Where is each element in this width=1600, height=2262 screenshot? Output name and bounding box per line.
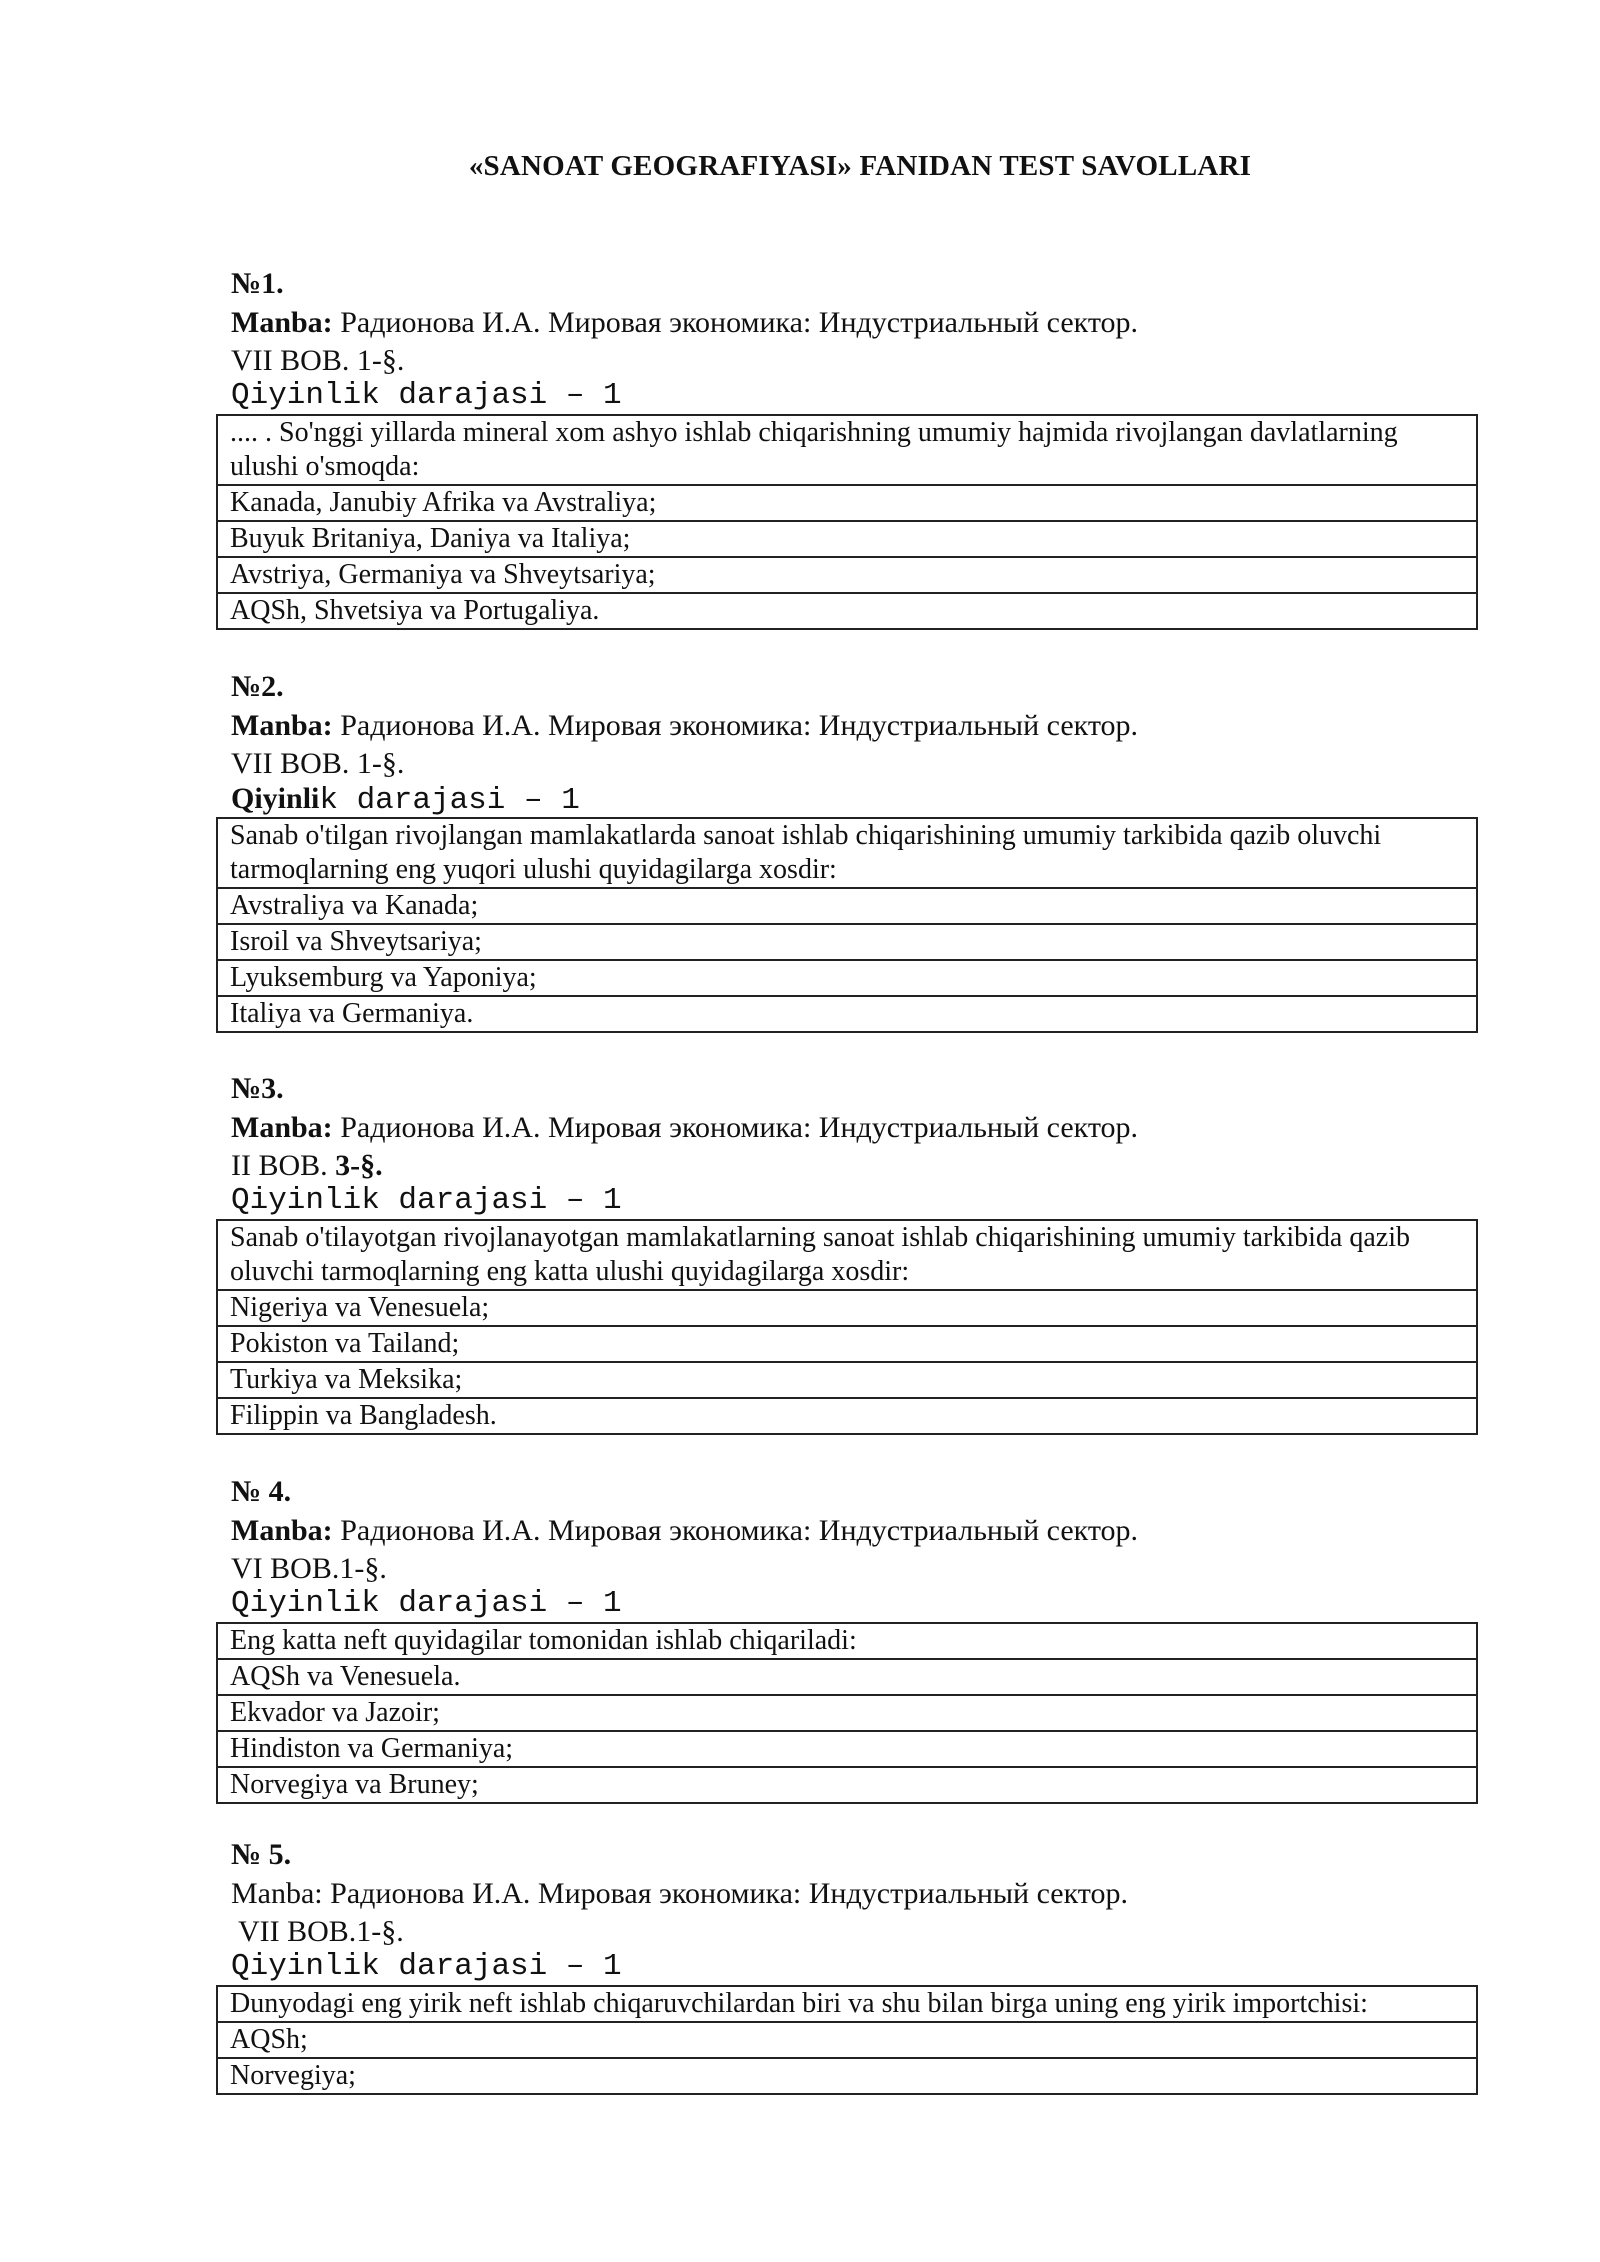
answer-option: Kanada, Janubiy Afrika va Avstraliya;	[217, 485, 1477, 521]
question-table	[216, 1219, 1478, 1435]
question-difficulty: Qiyinlik darajasi – 1	[231, 1586, 622, 1621]
answer-option: Lyuksemburg va Yaponiya;	[217, 960, 1477, 996]
question-table	[216, 817, 1478, 1033]
chapter-prefix: II BOB.	[231, 1149, 336, 1182]
question-table	[216, 414, 1478, 630]
answer-option: Buyuk Britaniya, Daniya va Italiya;	[217, 521, 1477, 557]
source-text: Радионова И.А. Мировая экономика: Индустриальный сектор.	[332, 1111, 1139, 1144]
question-source	[231, 304, 1491, 342]
answer-option: Turkiya va Meksika;	[217, 1362, 1477, 1398]
difficulty-bold-part: Qiyinli	[231, 782, 320, 815]
answer-option: Avstriya, Germaniya va Shveytsariya;	[217, 557, 1477, 593]
question-number: № 4.	[231, 1475, 292, 1508]
question-stem: .... . So'nggi yillarda mineral xom ashyo ishlab chiqarishning umumiy hajmida rivojlangan davlatlarning ulushi o'smoqda:	[217, 415, 1477, 485]
question-chapter	[231, 1147, 1491, 1183]
question-source: Manba: Радионова И.А. Мировая экономика: Индустриальный сектор.	[231, 1877, 1128, 1910]
question-number: №2.	[231, 670, 284, 703]
difficulty-rest: k darajasi – 1	[319, 783, 580, 818]
answer-option: Norvegiya;	[217, 2058, 1477, 2094]
question-1	[231, 264, 1491, 630]
question-stem: Sanab o'tilgan rivojlangan mamlakatlarda sanoat ishlab chiqarishining umumiy tarkibida qazib oluvchi tarmoqlarning eng yuqori ulushi quyidagilarga xosdir:	[217, 818, 1477, 888]
question-difficulty: Qiyinlik darajasi – 1	[231, 1183, 622, 1218]
question-chapter: VII BOB. 1-§.	[231, 344, 405, 377]
source-label: Manba:	[231, 306, 333, 339]
question-difficulty	[231, 781, 1491, 817]
question-2	[231, 667, 1491, 1033]
source-text: Радионова И.А. Мировая экономика: Индустриальный сектор.	[332, 1514, 1139, 1547]
answer-option: Avstraliya va Kanada;	[217, 888, 1477, 924]
question-chapter: VII BOB.1-§.	[231, 1915, 404, 1948]
answer-option: AQSh, Shvetsiya va Portugaliya.	[217, 593, 1477, 629]
question-stem: Eng katta neft quyidagilar tomonidan ishlab chiqariladi:	[217, 1623, 1477, 1659]
answer-option: Norvegiya va Bruney;	[217, 1767, 1477, 1803]
source-label: Manba:	[231, 1514, 333, 1547]
question-3	[231, 1069, 1491, 1435]
source-label: Manba:	[231, 1111, 333, 1144]
answer-option: Ekvador va Jazoir;	[217, 1695, 1477, 1731]
answer-option: AQSh;	[217, 2022, 1477, 2058]
source-label: Manba:	[231, 709, 333, 742]
question-table	[216, 1622, 1478, 1804]
answer-option: Hindiston va Germaniya;	[217, 1731, 1477, 1767]
question-chapter: VI BOB.1-§.	[231, 1552, 387, 1585]
question-source	[231, 1512, 1491, 1550]
question-table	[216, 1985, 1478, 2095]
question-stem: Sanab o'tilayotgan rivojlanayotgan mamlakatlarning sanoat ishlab chiqarishining umumiy tarkibida qazib oluvchi tarmoqlarning eng katta ulushi quyidagilarga xosdir:	[217, 1220, 1477, 1290]
question-4	[231, 1472, 1491, 1804]
question-number: №1.	[231, 267, 284, 300]
question-difficulty: Qiyinlik darajasi – 1	[231, 1949, 622, 1984]
question-difficulty: Qiyinlik darajasi – 1	[231, 378, 622, 413]
question-stem: Dunyodagi eng yirik neft ishlab chiqaruvchilardan biri va shu bilan birga uning eng yirik importchisi:	[217, 1986, 1477, 2022]
answer-option: Nigeriya va Venesuela;	[217, 1290, 1477, 1326]
answer-option: Isroil va Shveytsariya;	[217, 924, 1477, 960]
question-source	[231, 1109, 1491, 1147]
question-source	[231, 707, 1491, 745]
answer-option: Italiya va Germaniya.	[217, 996, 1477, 1032]
question-number: №3.	[231, 1072, 284, 1105]
chapter-section: 3-§.	[335, 1149, 383, 1182]
source-text: Радионова И.А. Мировая экономика: Индустриальный сектор.	[332, 709, 1139, 742]
page-title: «SANOAT GEOGRAFIYASI» FANIDAN TEST SAVOLLARI	[468, 150, 1252, 182]
question-5	[231, 1835, 1491, 2095]
answer-option: Pokiston va Tailand;	[217, 1326, 1477, 1362]
answer-option: AQSh va Venesuela.	[217, 1659, 1477, 1695]
question-number: № 5.	[231, 1838, 292, 1871]
question-chapter: VII BOB. 1-§.	[231, 747, 405, 780]
source-text: Радионова И.А. Мировая экономика: Индустриальный сектор.	[332, 306, 1139, 339]
answer-option: Filippin va Bangladesh.	[217, 1398, 1477, 1434]
